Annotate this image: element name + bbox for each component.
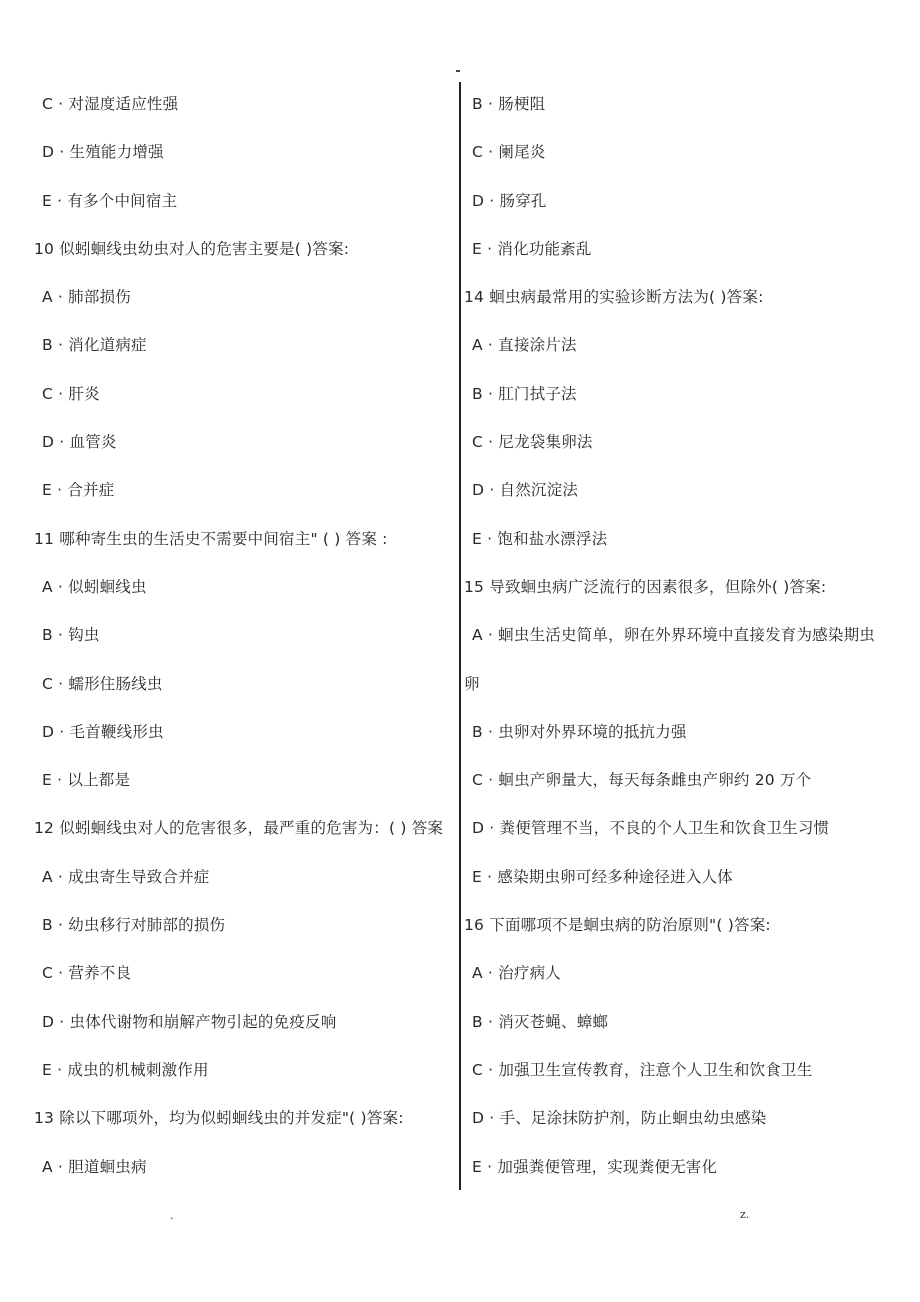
footer-left: . [170,1209,174,1222]
answer-option: C · 尼龙袋集卵法 [472,433,593,452]
answer-option: E · 以上都是 [42,771,131,790]
answer-option: A · 直接涂片法 [472,336,577,355]
question-stem: 15 导致蛔虫病广泛流行的因素很多，但除外( )答案: [464,577,827,596]
answer-option: D · 肠穿孔 [472,191,547,210]
header-mark [456,70,460,72]
answer-option: A · 肺部损伤 [42,288,131,307]
answer-option: A · 胆道蛔虫病 [42,1157,147,1176]
answer-option: E · 加强粪便管理，实现粪便无害化 [472,1157,718,1176]
answer-option: C · 蛔虫产卵量大，每天每条雌虫产卵约 20 万个 [472,771,812,790]
answer-option: B · 虫卵对外界环境的抵抗力强 [472,722,687,741]
footer-right: z. [740,1208,750,1221]
answer-option: E · 消化功能紊乱 [472,239,592,258]
question-stem: 10 似蚓蛔线虫幼虫对人的危害主要是( )答案: [34,239,350,258]
answer-option: C · 加强卫生宣传教育，注意个人卫生和饮食卫生 [472,1060,813,1079]
answer-option: C · 蠕形住肠线虫 [42,674,163,693]
answer-option: E · 有多个中间宿主 [42,191,178,210]
answer-option: A · 治疗病人 [472,964,561,983]
answer-option: E · 合并症 [42,481,115,500]
answer-option: C · 营养不良 [42,964,132,983]
question-stem: 13 除以下哪项外，均为似蚓蛔线虫的并发症"( )答案: [34,1109,404,1128]
answer-option: C · 阑尾炎 [472,143,546,162]
question-stem: 11 哪种寄生虫的生活史不需要中间宿主" ( ) 答案 : [34,529,388,548]
right-column [464,80,904,1191]
answer-option: A · 成虫寄生导致合并症 [42,867,210,886]
answer-option: D · 粪便管理不当，不良的个人卫生和饮食卫生习惯 [472,819,830,838]
answer-option: E · 饱和盐水漂浮法 [472,529,608,548]
question-stem: 16 下面哪项不是蛔虫病的防治原则"( )答案: [464,916,771,935]
answer-option: B · 肛门拭子法 [472,384,577,403]
left-column [34,80,458,1191]
column-divider [459,82,461,1190]
answer-option: A · 似蚓蛔线虫 [42,577,147,596]
answer-option: D · 毛首鞭线形虫 [42,722,164,741]
answer-option: D · 生殖能力增强 [42,143,164,162]
option-continuation: 卵 [464,674,480,693]
answer-option: D · 血管炎 [42,433,117,452]
answer-option: C · 肝炎 [42,384,100,403]
answer-option: C · 对湿度适应性强 [42,95,179,113]
question-stem: 12 似蚓蛔线虫对人的危害很多，最严重的危害为：( ) 答案 [34,819,444,838]
answer-option: B · 幼虫移行对肺部的损伤 [42,916,226,935]
answer-option: D · 自然沉淀法 [472,481,579,500]
answer-option: D · 手、足涂抹防护剂，防止蛔虫幼虫感染 [472,1109,767,1128]
answer-option: B · 肠梗阻 [472,95,546,113]
question-stem: 14 蛔虫病最常用的实验诊断方法为( )答案: [464,288,764,307]
answer-option: B · 钩虫 [42,626,100,645]
answer-option: E · 感染期虫卵可经多种途径进入人体 [472,867,733,886]
answer-option: A · 蛔虫生活史简单，卵在外界环境中直接发育为感染期虫 [472,626,875,645]
answer-option: B · 消灭苍蝇、蟑螂 [472,1012,609,1031]
answer-option: D · 虫体代谢物和崩解产物引起的免疫反响 [42,1012,337,1031]
answer-option: B · 消化道病症 [42,336,147,355]
answer-option: E · 成虫的机械刺激作用 [42,1060,209,1079]
